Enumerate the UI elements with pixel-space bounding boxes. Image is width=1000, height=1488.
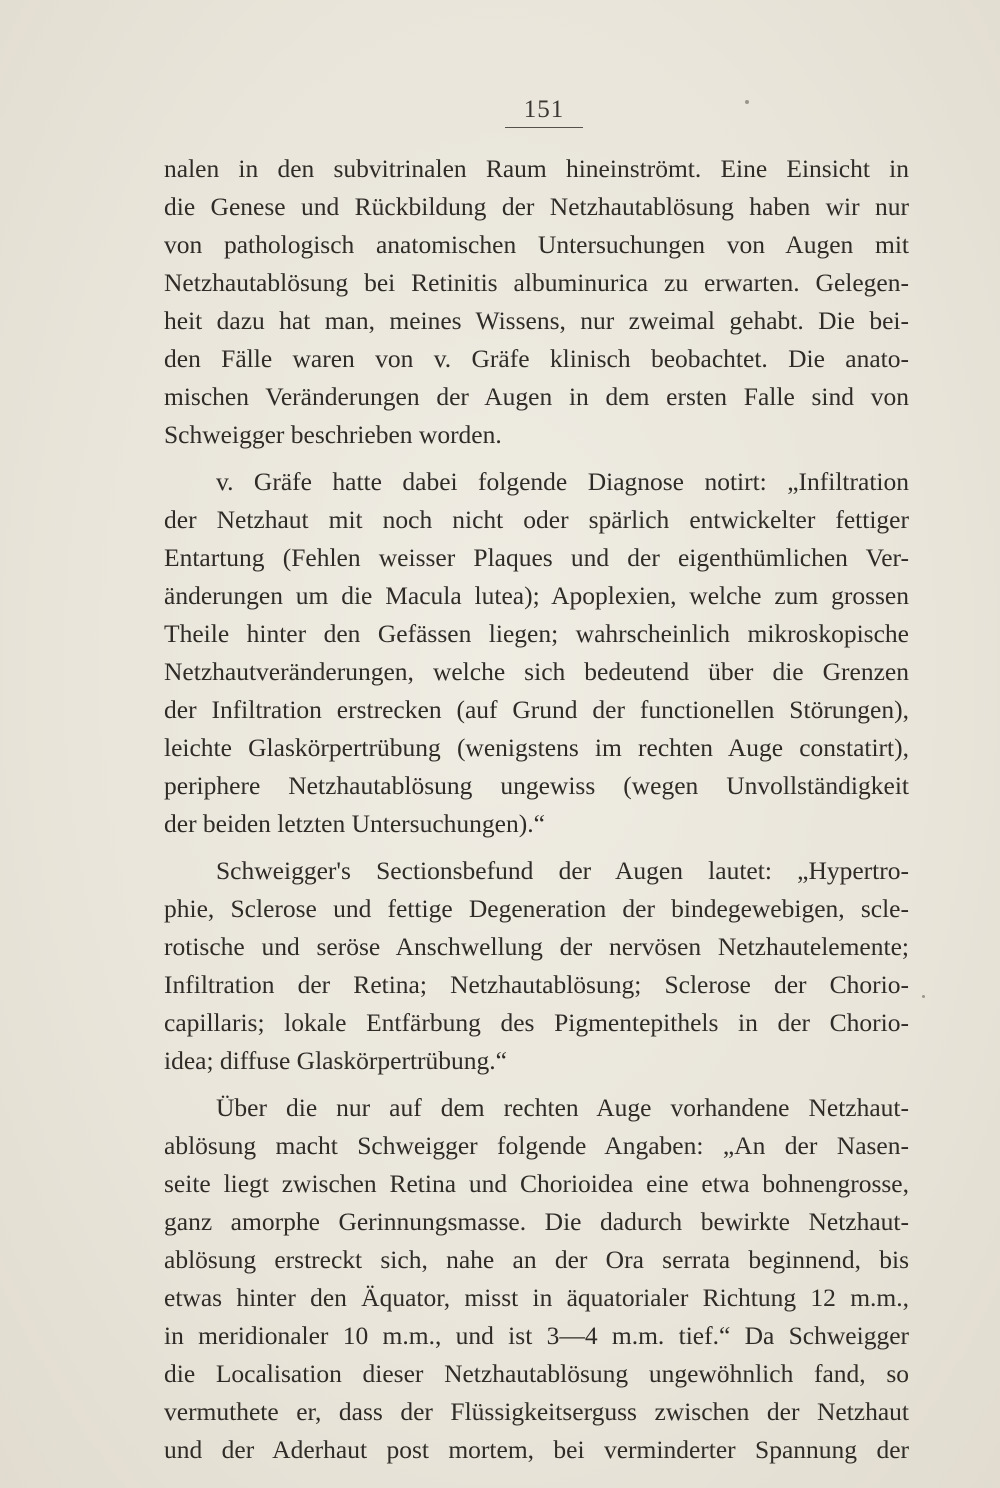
text-line: ablösung macht Schweigger folgende Angaben: „An der Nasen- — [164, 1131, 909, 1160]
page-number-rule — [505, 127, 583, 128]
text-line: periphere Netzhautablösung ungewiss (wegen Unvollständigkeit — [164, 771, 909, 800]
text-line: v. Gräfe hatte dabei folgende Diagnose notirt: „Infiltration — [216, 467, 909, 496]
text-line: Schweigger's Sectionsbefund der Augen lautet: „Hypertro- — [216, 856, 909, 885]
text-line: heit dazu hat man, meines Wissens, nur zweimal gehabt. Die bei- — [164, 306, 909, 335]
text-line: Über die nur auf dem rechten Auge vorhandene Netzhaut- — [216, 1093, 909, 1122]
text-line: phie, Sclerose und fettige Degeneration der bindegewebigen, scle- — [164, 894, 909, 923]
text-line: Theile hinter den Gefässen liegen; wahrscheinlich mikroskopische — [164, 619, 909, 648]
page-number: 151 — [523, 96, 565, 123]
text-line: ablösung erstreckt sich, nahe an der Ora serrata beginnend, bis — [164, 1245, 909, 1274]
text-line: seite liegt zwischen Retina und Chorioidea eine etwa bohnengrosse, — [164, 1169, 909, 1198]
text-line: in meridionaler 10 m.m., und ist 3—4 m.m. tief.“ Da Schweigger — [164, 1321, 909, 1350]
text-line: leichte Glaskörpertrübung (wenigstens im rechten Auge constatirt), — [164, 733, 909, 762]
text-line: ganz amorphe Gerinnungsmasse. Die dadurch bewirkte Netzhaut- — [164, 1207, 909, 1236]
text-line: capillaris; lokale Entfärbung des Pigmentepithels in der Chorio- — [164, 1008, 909, 1037]
text-line: mischen Veränderungen der Augen in dem ersten Falle sind von — [164, 382, 909, 411]
print-speck — [922, 995, 925, 998]
text-line: vermuthete er, dass der Flüssigkeitserguss zwischen der Netzhaut — [164, 1397, 909, 1426]
text-line: Infiltration der Retina; Netzhautablösung; Sclerose der Chorio- — [164, 970, 909, 999]
text-line: Netzhautablösung bei Retinitis albuminurica zu erwarten. Gelegen- — [164, 268, 909, 297]
text-line: die Localisation dieser Netzhautablösung ungewöhnlich fand, so — [164, 1359, 909, 1388]
text-line: änderungen um die Macula lutea); Apoplexien, welche zum grossen — [164, 581, 909, 610]
text-line: Entartung (Fehlen weisser Plaques und der eigenthümlichen Ver- — [164, 543, 909, 572]
text-line: und der Aderhaut post mortem, bei verminderter Spannung der — [164, 1435, 909, 1464]
text-line: die Genese und Rückbildung der Netzhautablösung haben wir nur — [164, 192, 909, 221]
text-line: der Infiltration erstrecken (auf Grund der functionellen Störungen), — [164, 695, 909, 724]
text-line: Netzhautveränderungen, welche sich bedeutend über die Grenzen — [164, 657, 909, 686]
text-line: Schweigger beschrieben worden. — [164, 420, 502, 449]
text-line: von pathologisch anatomischen Untersuchungen von Augen mit — [164, 230, 909, 259]
text-line: der beiden letzten Untersuchungen).“ — [164, 809, 545, 838]
print-speck — [745, 100, 749, 104]
text-line: nalen in den subvitrinalen Raum hineinströmt. Eine Einsicht in — [164, 154, 909, 183]
text-line: idea; diffuse Glaskörpertrübung.“ — [164, 1046, 507, 1075]
text-line: den Fälle waren von v. Gräfe klinisch beobachtet. Die anato- — [164, 344, 909, 373]
text-line: etwas hinter den Äquator, misst in äquatorialer Richtung 12 m.m., — [164, 1283, 909, 1312]
text-line: der Netzhaut mit noch nicht oder spärlich entwickelter fettiger — [164, 505, 909, 534]
text-line: rotische und seröse Anschwellung der nervösen Netzhautelemente; — [164, 932, 909, 961]
